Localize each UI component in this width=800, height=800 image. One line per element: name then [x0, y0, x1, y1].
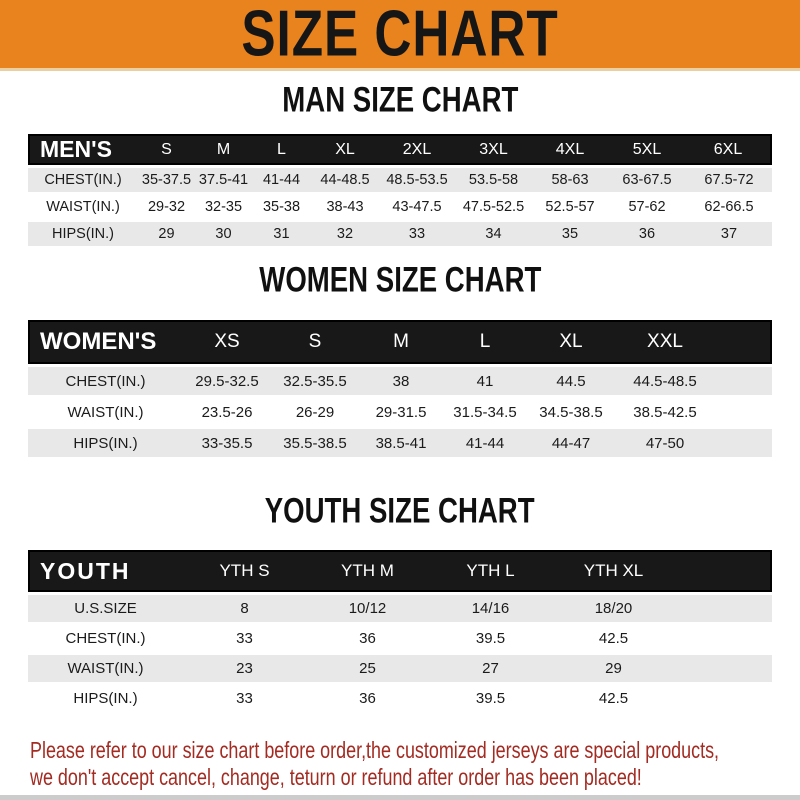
size-value-cell: 35-37.5 [138, 168, 195, 192]
size-value-cell: 42.5 [552, 625, 675, 652]
size-value-cell: 44.5-48.5 [615, 367, 715, 395]
disclaimer-line-1: Please refer to our size chart before order,the customized jerseys are special products, [30, 737, 720, 763]
size-value-cell: 32.5-35.5 [271, 367, 359, 395]
size-column-header: YTH M [306, 550, 429, 592]
row-spacer-cell [675, 625, 772, 652]
size-value-cell: 41-44 [252, 168, 311, 192]
women-section-heading-text: WOMEN SIZE CHART [258, 260, 542, 300]
row-spacer-cell [675, 685, 772, 712]
measurement-row [28, 168, 772, 192]
size-value-cell: 42.5 [552, 685, 675, 712]
size-value-cell: 36 [306, 625, 429, 652]
order-disclaimer [0, 737, 800, 791]
youth-size-table [28, 547, 772, 715]
size-value-cell: 53.5-58 [455, 168, 532, 192]
size-value-cell: 34 [455, 222, 532, 246]
measurement-row [28, 367, 772, 395]
size-column-header: XL [311, 134, 379, 165]
men-section-heading-text: MAN SIZE CHART [281, 80, 519, 120]
youth-section-heading [0, 491, 800, 531]
row-spacer-cell [715, 429, 772, 457]
size-value-cell: 52.5-57 [532, 195, 608, 219]
size-column-header: S [138, 134, 195, 165]
size-column-header: 6XL [686, 134, 772, 165]
size-value-cell: 58-63 [532, 168, 608, 192]
size-value-cell: 38.5-41 [359, 429, 443, 457]
size-value-cell: 36 [608, 222, 686, 246]
measurement-row [28, 222, 772, 246]
size-value-cell: 48.5-53.5 [379, 168, 455, 192]
size-value-cell: 33 [183, 625, 306, 652]
men-section-heading [0, 80, 800, 120]
size-column-header: 2XL [379, 134, 455, 165]
size-value-cell: 35.5-38.5 [271, 429, 359, 457]
size-value-cell: 23.5-26 [183, 398, 271, 426]
bottom-edge-strip [0, 795, 800, 800]
size-column-header: L [443, 320, 527, 364]
men-size-table [28, 131, 772, 249]
size-value-cell: 29-31.5 [359, 398, 443, 426]
measurement-row-label: HIPS(IN.) [28, 685, 183, 712]
size-value-cell: 43-47.5 [379, 195, 455, 219]
page-title: SIZE CHART [241, 0, 559, 70]
size-value-cell: 30 [195, 222, 252, 246]
size-column-header: 4XL [532, 134, 608, 165]
size-value-cell: 47.5-52.5 [455, 195, 532, 219]
measurement-row [28, 685, 772, 712]
size-value-cell: 27 [429, 655, 552, 682]
size-value-cell: 10/12 [306, 595, 429, 622]
measurement-row-label: U.S.SIZE [28, 595, 183, 622]
size-value-cell: 47-50 [615, 429, 715, 457]
size-value-cell: 34.5-38.5 [527, 398, 615, 426]
size-column-header: L [252, 134, 311, 165]
size-value-cell: 37 [686, 222, 772, 246]
size-value-cell: 39.5 [429, 625, 552, 652]
size-column-header: M [195, 134, 252, 165]
measurement-row [28, 195, 772, 219]
size-column-header: YTH L [429, 550, 552, 592]
size-value-cell: 44-47 [527, 429, 615, 457]
measurement-row-label: CHEST(IN.) [28, 625, 183, 652]
size-column-header: 5XL [608, 134, 686, 165]
measurement-row [28, 398, 772, 426]
size-value-cell: 29-32 [138, 195, 195, 219]
size-value-cell: 63-67.5 [608, 168, 686, 192]
size-value-cell: 8 [183, 595, 306, 622]
size-value-cell: 41-44 [443, 429, 527, 457]
women-section-heading [0, 260, 800, 300]
size-value-cell: 32 [311, 222, 379, 246]
row-spacer-cell [675, 655, 772, 682]
size-value-cell: 26-29 [271, 398, 359, 426]
size-value-cell: 29 [138, 222, 195, 246]
size-value-cell: 39.5 [429, 685, 552, 712]
women-size-table [28, 317, 772, 460]
size-value-cell: 38.5-42.5 [615, 398, 715, 426]
measurement-row [28, 429, 772, 457]
size-chart-banner [0, 0, 800, 71]
size-column-header: 3XL [455, 134, 532, 165]
measurement-row-label: CHEST(IN.) [28, 168, 138, 192]
measurement-row [28, 595, 772, 622]
size-value-cell: 33-35.5 [183, 429, 271, 457]
measurement-row [28, 625, 772, 652]
size-value-cell: 31.5-34.5 [443, 398, 527, 426]
size-value-cell: 31 [252, 222, 311, 246]
size-value-cell: 35-38 [252, 195, 311, 219]
measurement-row-label: HIPS(IN.) [28, 429, 183, 457]
size-value-cell: 38 [359, 367, 443, 395]
size-value-cell: 67.5-72 [686, 168, 772, 192]
size-value-cell: 29.5-32.5 [183, 367, 271, 395]
size-value-cell: 18/20 [552, 595, 675, 622]
header-spacer-cell [675, 550, 772, 592]
row-spacer-cell [675, 595, 772, 622]
size-column-header: XL [527, 320, 615, 364]
size-value-cell: 41 [443, 367, 527, 395]
size-value-cell: 44.5 [527, 367, 615, 395]
size-value-cell: 33 [183, 685, 306, 712]
size-value-cell: 37.5-41 [195, 168, 252, 192]
size-column-header: YTH S [183, 550, 306, 592]
size-column-header: M [359, 320, 443, 364]
measurement-row-label: WAIST(IN.) [28, 655, 183, 682]
youth-section-heading-text: YOUTH SIZE CHART [265, 491, 535, 531]
size-column-header: XS [183, 320, 271, 364]
men-table-band-label: MEN'S [28, 134, 138, 165]
women-table-header-row [28, 320, 772, 364]
measurement-row [28, 655, 772, 682]
measurement-row-label: HIPS(IN.) [28, 222, 138, 246]
size-value-cell: 32-35 [195, 195, 252, 219]
measurement-row-label: WAIST(IN.) [28, 398, 183, 426]
size-column-header: XXL [615, 320, 715, 364]
size-value-cell: 35 [532, 222, 608, 246]
youth-table-band-label: YOUTH [28, 550, 183, 592]
size-value-cell: 29 [552, 655, 675, 682]
size-value-cell: 62-66.5 [686, 195, 772, 219]
women-table-band-label: WOMEN'S [28, 320, 183, 364]
header-spacer-cell [715, 320, 772, 364]
size-value-cell: 44-48.5 [311, 168, 379, 192]
size-value-cell: 23 [183, 655, 306, 682]
size-column-header: YTH XL [552, 550, 675, 592]
youth-table-header-row [28, 550, 772, 592]
size-value-cell: 25 [306, 655, 429, 682]
row-spacer-cell [715, 398, 772, 426]
size-value-cell: 57-62 [608, 195, 686, 219]
size-column-header: S [271, 320, 359, 364]
size-value-cell: 38-43 [311, 195, 379, 219]
size-value-cell: 14/16 [429, 595, 552, 622]
size-value-cell: 33 [379, 222, 455, 246]
row-spacer-cell [715, 367, 772, 395]
measurement-row-label: WAIST(IN.) [28, 195, 138, 219]
disclaimer-line-2: we don't accept cancel, change, teturn or refund after order has been placed! [30, 764, 642, 790]
size-value-cell: 36 [306, 685, 429, 712]
measurement-row-label: CHEST(IN.) [28, 367, 183, 395]
men-table-header-row [28, 134, 772, 165]
